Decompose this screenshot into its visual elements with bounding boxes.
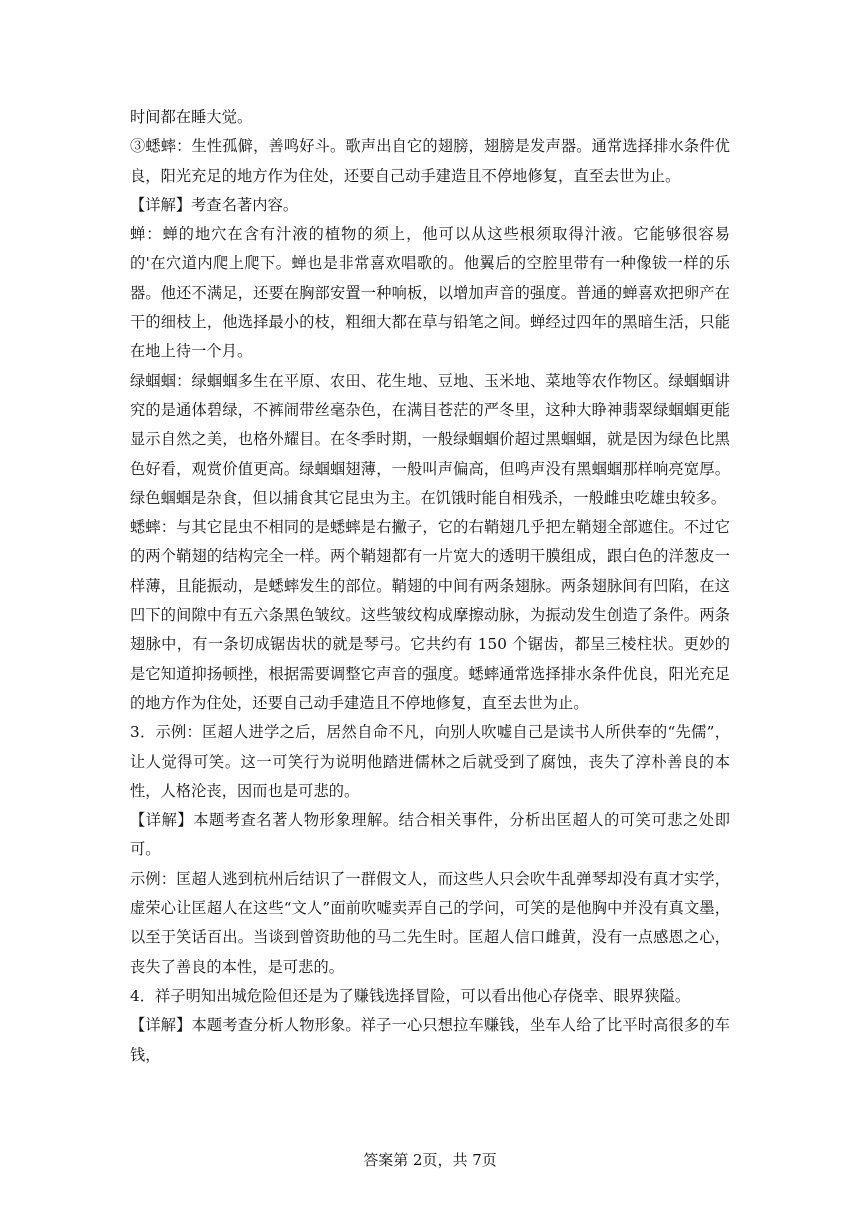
text-paragraph: 绿蝈蝈：绿蝈蝈多生在平原、农田、花生地、豆地、玉米地、菜地等农作物区。绿蝈蝈讲究的是通体碧绿，不裤闹带丝毫杂色，在满目苍茫的严冬里，这种大睁神翡翠绿蝈蝈更能显示自然之美，也格外耀目。在冬季时期，一般绿蝈蝈价超过黑蝈蝈，就是因为绿色比黑色好看，观赏价值更高。绿蝈蝈翅薄，一般叫声偏高，但鸣声没有黑蝈蝈那样响亮宽厚。绿色蝈蝈是杂食，但以捕食其它昆虫为主。在饥饿时能自相残杀，一般雌虫吃雄虫较多。 — [130, 371, 730, 507]
text-paragraph: ③蟋蟀：生性孤僻，善鸣好斗。歌声出自它的翅膀，翅膀是发声器。通常选择排水条件优良，阳光充足的地方作为住处，还要自己动手建造且不停地修复，直至去世为止。 — [130, 137, 730, 185]
text-paragraph: 蝉：蝉的地穴在含有汁液的植物的须上，他可以从这些根须取得汁液。它能够很容易的'在穴道内爬上爬下。蝉也是非常喜欢唱歌的。他翼后的空腔里带有一种像钹一样的乐器。他还不满足，还要在胸部安置一种响板，以增加声音的强度。普通的蝉喜欢把卵产在干的细枝上，他选择最小的枝，粗细大都在草与铅笔之间。蝉经过四年的黑暗生活，只能在地上待一个月。 — [130, 225, 730, 361]
text-paragraph: 【详解】本题考查名著人物形象理解。结合相关事件，分析出匡超人的可笑可悲之处即可。 — [130, 811, 730, 859]
answer-text-body — [130, 103, 730, 1070]
text-paragraph: 【详解】本题考查分析人物形象。祥子一心只想拉车赚钱，坐车人给了比平时高很多的车钱， — [130, 1016, 730, 1064]
text-paragraph: 蟋蟀：与其它昆虫不相同的是蟋蟀是右撇子，它的右鞘翅几乎把左鞘翅全部遮住。不过它的两个鞘翅的结构完全一样。两个鞘翅都有一片宽大的透明干膜组成，跟白色的洋葱皮一样薄，且能振动，是蟋蟀发生的部位。鞘翅的中间有两条翅脉。两条翅脉间有凹陷，在这凹下的间隙中有五六条黑色皱纹。这些皱纹构成摩擦动脉，为振动发生创造了条件。两条翅脉中，有一条切成锯齿状的就是琴弓。它共约有 150 个锯齿，都呈三棱柱状。更妙的是它知道抑扬顿挫，根据需要调整它声音的强度。蟋蟀通常选择排水条件优良，阳光充足的地方作为住处，还要自己动手建造且不停地修复，直至去世为止。 — [130, 518, 730, 712]
text-paragraph: 示例：匡超人逃到杭州后结识了一群假文人，而这些人只会吹牛乱弹琴却没有真才实学，虚荣心让匡超人在这些“文人”面前吹嘘卖弄自己的学问，可笑的是他胸中并没有真文墨，以至于笑话百出。当谈到曾资助他的马二先生时。匡超人信口雌黄，没有一点感恩之心，丧失了善良的本性，是可悲的。 — [130, 869, 730, 976]
text-paragraph: 3．示例：匡超人进学之后，居然自命不凡，向别人吹嘘自己是读书人所供奉的“先儒”，让人觉得可笑。这一可笑行为说明他踏进儒林之后就受到了腐蚀，丧失了淳朴善良的本性，人格沦丧，因而也是可悲的。 — [130, 723, 730, 800]
text-paragraph: 【详解】考查名著内容。 — [130, 195, 299, 214]
text-paragraph: 4．祥子明知出城危险但还是为了赚钱选择冒险，可以看出他心存侥幸、眼界狭隘。 — [130, 986, 691, 1005]
text-paragraph: 时间都在睡大觉。 — [130, 108, 253, 126]
page-footer: 答案第 2页，共 7页 — [363, 1151, 497, 1169]
